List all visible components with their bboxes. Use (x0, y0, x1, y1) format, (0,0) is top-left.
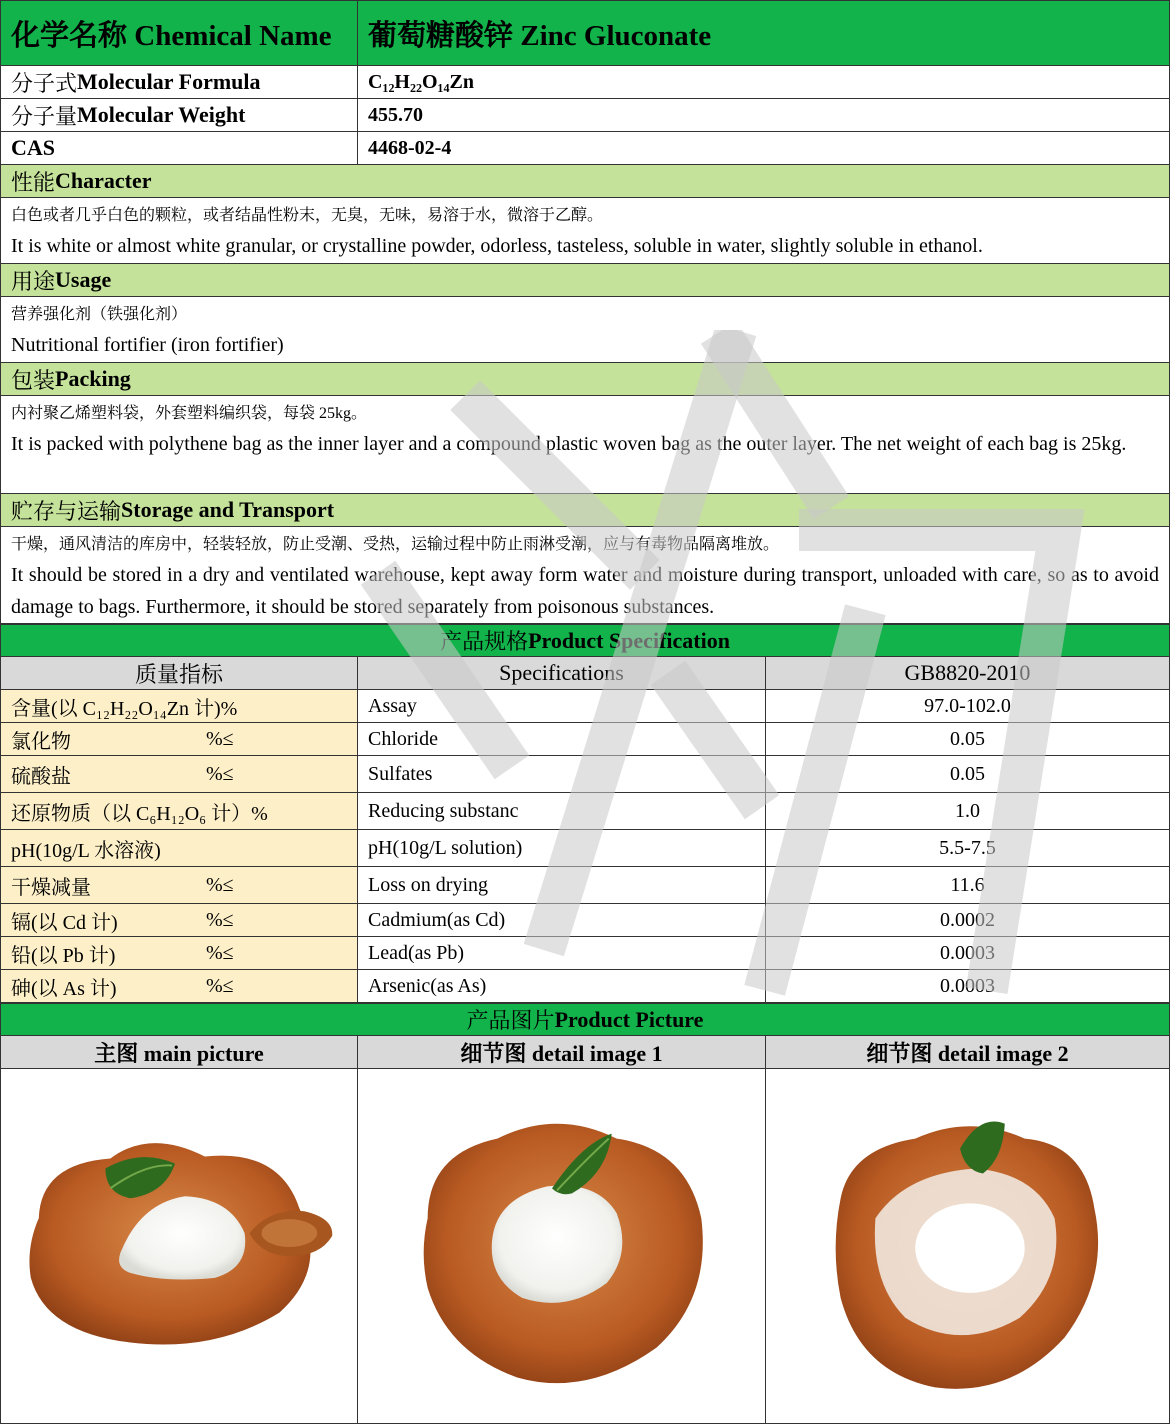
detail-image-1-label: 细节图 detail image 1 (460, 1040, 663, 1066)
character-title-en: Character (55, 168, 152, 193)
spec-col-standard (765, 657, 1170, 690)
spec-unit: %≤ (206, 908, 234, 931)
character-header (0, 165, 1170, 198)
spec-value-cell (765, 690, 1170, 723)
header-row (0, 0, 1170, 66)
main-picture-label-cell (0, 1036, 358, 1069)
spec-value-text: 0.05 (950, 762, 985, 785)
character-title-cn: 性能 (11, 169, 56, 195)
formula-row (0, 66, 1170, 99)
spec-value-cell (765, 756, 1170, 793)
spec-name-text: Arsenic(as As) (368, 974, 487, 997)
spec-quality-text: pH(10g/L 水溶液) (11, 839, 161, 862)
spec-value-text: 0.0003 (940, 941, 995, 964)
formula-value-cell (357, 66, 1170, 99)
detail-image-1-label-cell (357, 1036, 766, 1069)
spec-name-cell (357, 904, 766, 937)
packing-text-en: It is packed with polythene bag as the inner layer and a compound plastic woven bag as the outer layer. The net weight of each bag is 25kg. (11, 433, 1127, 455)
spec-value-cell (765, 904, 1170, 937)
spec-value-cell (765, 937, 1170, 970)
spec-row (0, 690, 1170, 723)
spec-row (0, 756, 1170, 793)
spec-quality-cell (0, 690, 358, 723)
main-picture-cell (0, 1069, 358, 1424)
spec-name-cell (357, 970, 766, 1003)
detail-image-2-label: 细节图 detail image 2 (866, 1040, 1069, 1066)
spec-name-text: Assay (368, 694, 417, 717)
picture-header-row (0, 1003, 1170, 1036)
spec-unit: %≤ (206, 873, 234, 896)
spec-unit: %≤ (206, 727, 234, 750)
weight-value: 455.70 (368, 103, 423, 126)
character-text-cn: 白色或者几乎白色的颗粒，或者结晶性粉末，无臭，无味，易溶于水，微溶于乙醇。 (11, 207, 604, 224)
usage-title-en: Usage (55, 267, 112, 292)
spec-row (0, 723, 1170, 756)
cas-value: 4468-02-4 (368, 136, 452, 159)
packing-title-cn: 包装 (11, 367, 56, 393)
usage-header (0, 264, 1170, 297)
spec-row (0, 970, 1170, 1003)
usage-title-cn: 用途 (11, 268, 56, 294)
spec-columns-row (0, 657, 1170, 690)
spec-unit: %≤ (206, 762, 234, 785)
storage-title-cn: 贮存与运输 (11, 498, 122, 524)
spec-name-cell (357, 690, 766, 723)
spec-value-cell (765, 830, 1170, 867)
character-text-en: It is white or almost white granular, or crystalline powder, odorless, tasteless, soluble in water, slightly soluble in ethanol. (11, 235, 983, 257)
spec-name-text: Lead(as Pb) (368, 941, 465, 964)
spec-value-cell (765, 867, 1170, 904)
spec-quality-text: 氯化物 (11, 730, 71, 753)
spec-quality-cell (0, 904, 358, 937)
spec-value-text: 0.0002 (940, 908, 995, 931)
spec-name-text: Loss on drying (368, 873, 488, 896)
spec-name-cell (357, 937, 766, 970)
packing-text-cn: 内衬聚乙烯塑料袋，外套塑料编织袋，每袋 25kg。 (11, 405, 368, 422)
spec-quality-text: 砷(以 As 计) (11, 977, 117, 1000)
weight-row (0, 99, 1170, 132)
weight-value-cell (357, 99, 1170, 132)
spec-col2-label: Specifications (499, 660, 624, 685)
spec-header (0, 624, 1170, 657)
weight-label-cn: 分子量 (11, 103, 78, 129)
usage-text-en: Nutritional fortifier (iron fortifier) (11, 334, 284, 356)
storage-title-en: Storage and Transport (121, 497, 335, 522)
spec-quality-text: 含量(以 C₁₂H₂₂O₁₄Zn 计)% (11, 697, 238, 720)
spec-name-cell (357, 756, 766, 793)
spec-name-text: Cadmium(as Cd) (368, 908, 506, 931)
detail-image-2-label-cell (765, 1036, 1170, 1069)
spec-title-cn: 产品规格 (440, 629, 529, 654)
cas-label: CAS (11, 135, 56, 160)
chemical-name-label: 化学名称 Chemical Name (11, 19, 332, 52)
spec-name-text: pH(10g/L solution) (368, 836, 523, 859)
character-header-row (0, 165, 1170, 198)
packing-text-block (0, 396, 1170, 494)
detail-image-2-cell (765, 1069, 1170, 1424)
detail-image-1 (358, 1069, 765, 1422)
storage-text-block (0, 527, 1170, 624)
picture-row (0, 1069, 1170, 1424)
spec-name-text: Reducing substanc (368, 799, 519, 822)
main-picture-label: 主图 main picture (94, 1040, 264, 1066)
formula-label-en: Molecular Formula (77, 69, 261, 94)
storage-text-cn: 干燥，通风清洁的库房中，轻装轻放，防止受潮、受热，运输过程中防止雨淋受潮，应与有毒物品隔离堆放。 (11, 536, 780, 553)
chemical-name-value-cell (357, 0, 1170, 66)
spec-row (0, 904, 1170, 937)
detail-image-1-cell (357, 1069, 766, 1424)
weight-label-en: Molecular Weight (77, 102, 246, 127)
spec-quality-text: 还原物质（以 C₆H₁₂O₆ 计）% (11, 802, 268, 825)
spec-quality-cell (0, 937, 358, 970)
spec-col1-label: 质量指标 (134, 661, 223, 687)
spec-name-cell (357, 793, 766, 830)
spec-value-text: 1.0 (955, 799, 980, 822)
packing-header-row (0, 363, 1170, 396)
picture-title-cn: 产品图片 (466, 1008, 555, 1033)
packing-header (0, 363, 1170, 396)
spec-quality-cell (0, 756, 358, 793)
spec-quality-cell (0, 723, 358, 756)
main-picture (1, 1069, 357, 1422)
detail-image-2 (766, 1069, 1169, 1422)
spec-value-text: 11.6 (950, 873, 985, 896)
spec-quality-text: 硫酸盐 (11, 765, 71, 788)
storage-header-row (0, 494, 1170, 527)
spec-value-cell (765, 970, 1170, 1003)
spec-name-text: Chloride (368, 727, 438, 750)
storage-text-en: It should be stored in a dry and ventilated warehouse, kept away form water and moisture during transport, unloaded with care, so as to avoid damage to bags. Furthermore, it should be stored separately from poisonous substances. (11, 564, 1159, 618)
usage-text-block (0, 297, 1170, 363)
spec-quality-text: 干燥减量 (11, 876, 91, 899)
spec-col3-label: GB8820-2010 (904, 660, 1031, 685)
cas-value-cell (357, 132, 1170, 165)
spec-quality-text: 镉(以 Cd 计) (11, 911, 118, 934)
spec-value-cell (765, 793, 1170, 830)
formula-label-cell (0, 66, 358, 99)
spec-header-row (0, 624, 1170, 657)
spec-row (0, 830, 1170, 867)
spec-name-cell (357, 867, 766, 904)
cas-label-cell (0, 132, 358, 165)
spec-unit: %≤ (206, 941, 234, 964)
spec-quality-cell (0, 830, 358, 867)
spec-quality-cell (0, 867, 358, 904)
spec-name-cell (357, 830, 766, 867)
formula-label-cn: 分子式 (11, 70, 78, 96)
character-text-block (0, 198, 1170, 264)
spec-value-text: 0.0003 (940, 974, 995, 997)
packing-title-en: Packing (55, 366, 131, 391)
cas-row (0, 132, 1170, 165)
spec-quality-text: 铅(以 Pb 计) (11, 944, 116, 967)
chemical-name-value: 葡萄糖酸锌 Zinc Gluconate (368, 19, 712, 52)
spec-value-cell (765, 723, 1170, 756)
spec-row (0, 867, 1170, 904)
spec-title-en: Product Specification (528, 627, 730, 653)
spec-quality-cell (0, 793, 358, 830)
spec-quality-cell (0, 970, 358, 1003)
chemical-name-label-cell (0, 0, 358, 66)
spec-value-text: 0.05 (950, 727, 985, 750)
spec-col-specifications (357, 657, 766, 690)
spec-col-quality (0, 657, 358, 690)
usage-header-row (0, 264, 1170, 297)
spec-row (0, 793, 1170, 830)
spec-name-text: Sulfates (368, 762, 433, 785)
picture-title-en: Product Picture (554, 1006, 704, 1032)
usage-text-cn: 营养强化剂（铁强化剂） (11, 306, 188, 323)
spec-unit: %≤ (206, 974, 234, 997)
picture-labels-row (0, 1036, 1170, 1069)
storage-header (0, 494, 1170, 527)
picture-header (0, 1003, 1170, 1036)
weight-label-cell (0, 99, 358, 132)
spec-value-text: 97.0-102.0 (924, 694, 1011, 717)
spec-value-text: 5.5-7.5 (939, 836, 996, 859)
formula-value: C₁₂H₂₂O₁₄Zn (368, 70, 474, 93)
spec-name-cell (357, 723, 766, 756)
spec-row (0, 937, 1170, 970)
